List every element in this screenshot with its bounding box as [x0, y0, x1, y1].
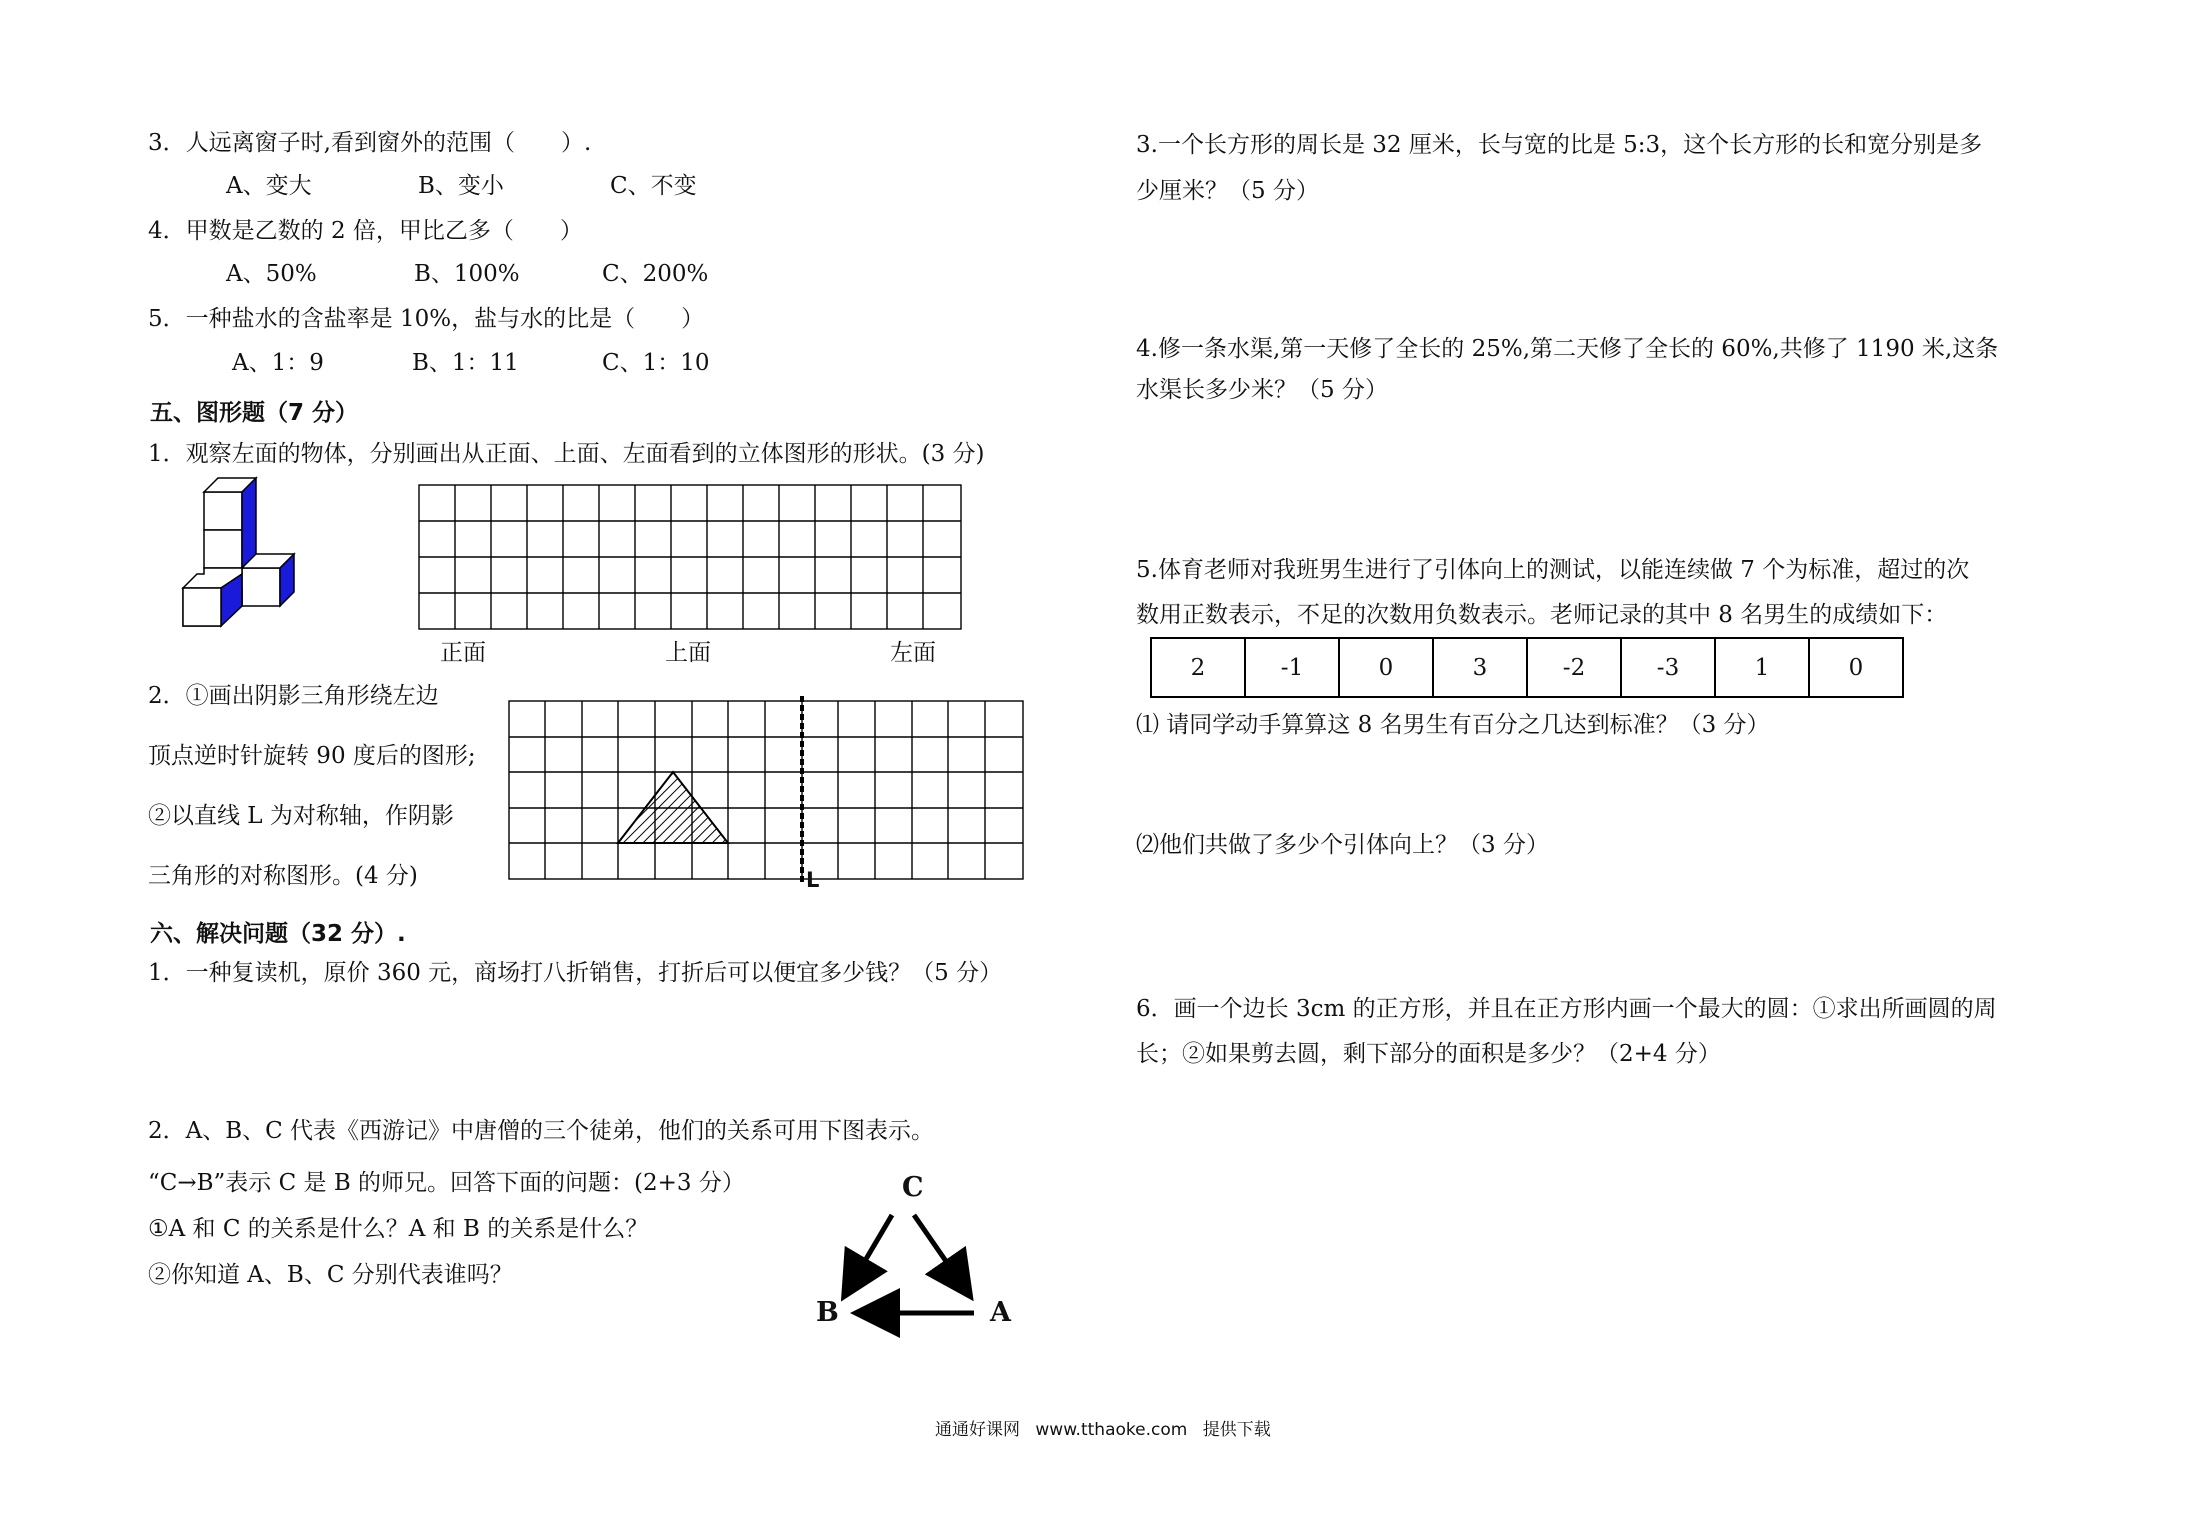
score-cell: 1	[1715, 638, 1809, 697]
section6-title: 六、解决问题（32 分）.	[150, 921, 406, 947]
q5-stem: 5．一种盐水的含盐率是 10%，盐与水的比是（ ）	[148, 306, 705, 332]
q4-stem: 4．甲数是乙数的 2 倍，甲比乙多（ ）	[148, 218, 583, 244]
r-q5-sub2: ⑵他们共做了多少个引体向上？（3 分）	[1136, 832, 1549, 858]
sec6-q1-text: 1．一种复读机，原价 360 元，商场打八折销售，打折后可以便宜多少钱？（5 分）	[148, 960, 1003, 986]
r-q6-line2: 长；②如果剪去圆，剩下部分的面积是多少？（2+4 分）	[1136, 1041, 1721, 1067]
r-q5-line1: 5.体育老师对我班男生进行了引体向上的测试，以能连续做 7 个为标准，超过的次	[1136, 557, 1970, 583]
score-cell: -1	[1245, 638, 1339, 697]
axis-label-l: L	[806, 868, 820, 892]
scores-table	[1150, 637, 1904, 698]
score-cell: 0	[1809, 638, 1903, 697]
sec6-q2-line1: 2．A、B、C 代表《西游记》中唐僧的三个徒弟，他们的关系可用下图表示。	[148, 1118, 935, 1144]
view-grid[interactable]	[418, 484, 963, 632]
q4-option-b: B、100%	[414, 261, 520, 287]
sec6-q2-line2: “C→B”表示 C 是 B 的师兄。回答下面的问题：(2+3 分）	[148, 1170, 745, 1196]
footer-suffix: 提供下载	[1202, 1420, 1271, 1440]
node-c: C	[902, 1172, 924, 1203]
score-cell: -2	[1527, 638, 1621, 697]
r-q6-line1: 6．画一个边长 3cm 的正方形，并且在正方形内画一个最大的圆：①求出所画圆的周	[1136, 996, 1997, 1022]
q4-option-c: C、200%	[602, 261, 709, 287]
label-top-view: 上面	[665, 640, 711, 666]
q3-stem: 3．人远离窗子时,看到窗外的范围（ ）.	[148, 130, 592, 156]
label-front-view: 正面	[440, 640, 486, 666]
r-q3-line1: 3.一个长方形的周长是 32 厘米，长与宽的比是 5:3，这个长方形的长和宽分别是多	[1136, 132, 1983, 158]
q5-option-a: A、1：9	[232, 350, 324, 376]
sec5-q2-line2: 顶点逆时针旋转 90 度后的图形;	[148, 743, 476, 769]
rotation-grid[interactable]	[508, 700, 1028, 885]
q4-option-a: A、50%	[226, 261, 317, 287]
score-cell: 2	[1151, 638, 1245, 697]
footer-site: 通通好课网	[935, 1420, 1020, 1440]
score-cell: 3	[1433, 638, 1527, 697]
score-cell: 0	[1339, 638, 1433, 697]
r-q3-line2: 少厘米？（5 分）	[1136, 178, 1319, 204]
sec6-q2-line4: ②你知道 A、B、C 分别代表谁吗？	[148, 1262, 513, 1288]
r-q5-sub1: ⑴ 请同学动手算算这 8 名男生有百分之几达到标准？（3 分）	[1136, 712, 1770, 738]
q3-option-b: B、变小	[418, 173, 504, 199]
q5-option-c: C、1：10	[602, 350, 710, 376]
r-q4-line2: 水渠长多少米？（5 分）	[1136, 377, 1388, 403]
r-q5-line2: 数用正数表示，不足的次数用负数表示。老师记录的其中 8 名男生的成绩如下：	[1136, 602, 1948, 628]
q3-option-c: C、不变	[610, 173, 697, 199]
r-q4-line1: 4.修一条水渠,第一天修了全长的 25%,第二天修了全长的 60%,共修了 1190 米,这条	[1136, 336, 1999, 362]
sec6-q2-line3: ①A 和 C 的关系是什么？A 和 B 的关系是什么？	[148, 1216, 649, 1242]
score-cell: -3	[1621, 638, 1715, 697]
sec5-q2-line3: ②以直线 L 为对称轴，作阴影	[148, 803, 454, 829]
sec5-q1-text: 1．观察左面的物体，分别画出从正面、上面、左面看到的立体图形的形状。(3 分)	[148, 441, 985, 467]
footer	[935, 1415, 1281, 1440]
q3-option-a: A、变大	[226, 173, 312, 199]
cube-stack-figure	[180, 470, 310, 640]
node-b: B	[816, 1297, 839, 1328]
node-a: A	[990, 1297, 1011, 1328]
footer-url[interactable]: www.tthaoke.com	[1035, 1420, 1188, 1440]
section5-title: 五、图形题（7 分）	[150, 400, 359, 426]
label-left-view: 左面	[890, 640, 936, 666]
sec5-q2-line4: 三角形的对称图形。(4 分)	[148, 863, 418, 889]
sec5-q2-line1: 2．①画出阴影三角形绕左边	[148, 683, 439, 709]
q5-option-b: B、1：11	[412, 350, 519, 376]
